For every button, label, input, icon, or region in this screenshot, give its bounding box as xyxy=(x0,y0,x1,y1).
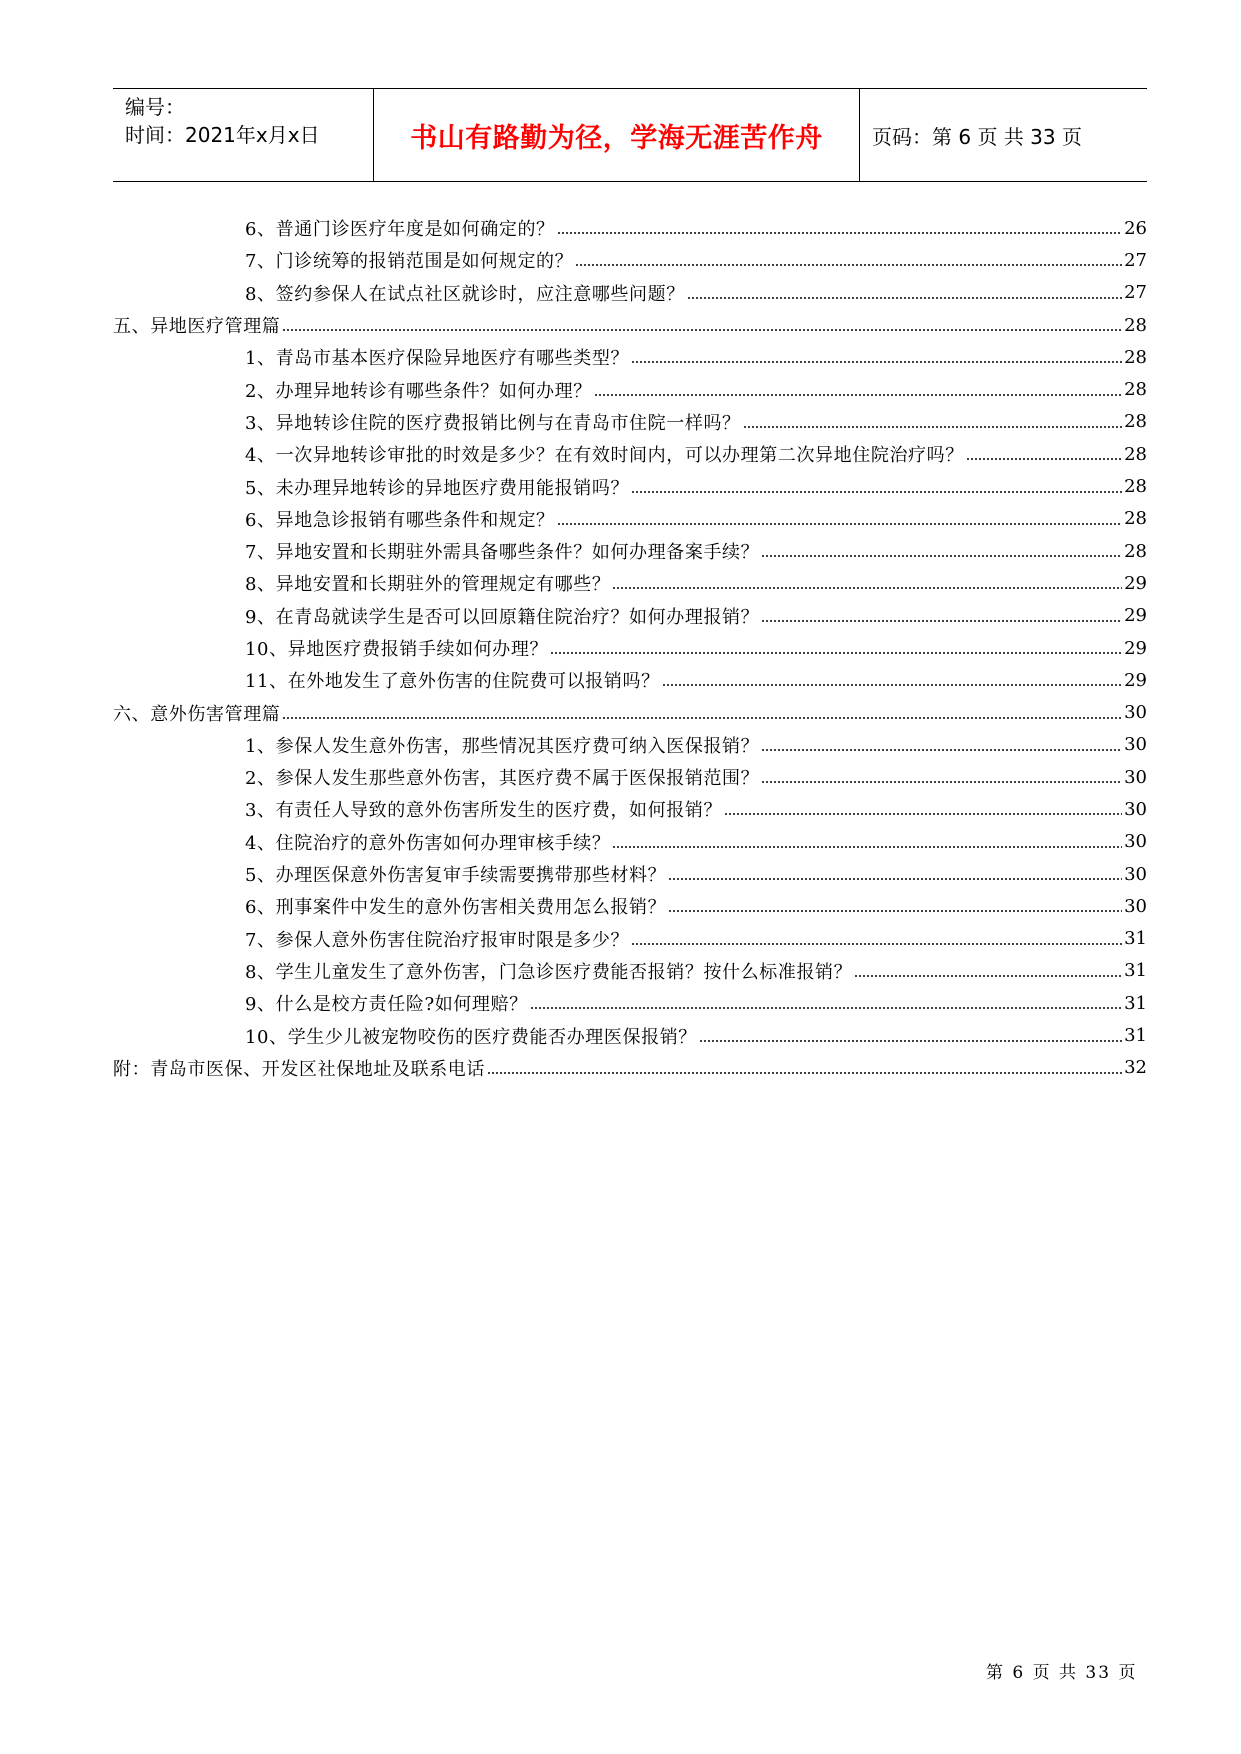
toc-dot-leader xyxy=(550,652,1122,654)
toc-entry-page: 27 xyxy=(1124,282,1147,304)
toc-entry[interactable] xyxy=(113,212,1147,244)
toc-dot-leader xyxy=(575,264,1122,266)
toc-entry-title: 六、意外伤害管理篇 xyxy=(113,703,281,725)
toc-entry-title: 6、异地急诊报销有哪些条件和规定？ xyxy=(245,509,555,531)
toc-section-entry[interactable] xyxy=(113,309,1147,341)
page-footer: 第 6 页 共 33 页 xyxy=(986,1663,1138,1683)
toc-entry-page: 30 xyxy=(1124,702,1147,724)
toc-entry-title: 5、未办理异地转诊的异地医疗费用能报销吗？ xyxy=(245,477,630,499)
page-header xyxy=(113,88,1147,182)
toc-entry[interactable] xyxy=(113,244,1147,276)
toc-dot-leader xyxy=(668,878,1122,880)
toc-entry[interactable] xyxy=(113,858,1147,890)
toc-entry-title: 3、有责任人导致的意外伤害所发生的医疗费，如何报销？ xyxy=(245,800,723,822)
toc-entry-title: 4、一次异地转诊审批的时效是多少？在有效时间内，可以办理第二次异地住院治疗吗？ xyxy=(245,445,964,467)
toc-entry-title: 4、住院治疗的意外伤害如何办理审核手续？ xyxy=(245,832,611,854)
toc-entry[interactable] xyxy=(113,664,1147,696)
toc-entry[interactable] xyxy=(113,406,1147,438)
toc-entry[interactable] xyxy=(113,923,1147,955)
toc-entry[interactable] xyxy=(113,987,1147,1019)
toc-dot-leader xyxy=(282,717,1122,719)
toc-entry-title: 2、参保人发生那些意外伤害，其医疗费不属于医保报销范围？ xyxy=(245,768,760,790)
toc-entry-page: 28 xyxy=(1124,508,1147,530)
toc-entry-title: 9、在青岛就读学生是否可以回原籍住院治疗？如何办理报销？ xyxy=(245,606,760,628)
toc-entry-title: 9、什么是校方责任险?如何理赔？ xyxy=(245,994,528,1016)
toc-dot-leader xyxy=(854,975,1122,977)
toc-entry[interactable] xyxy=(113,890,1147,922)
toc-entry-page: 28 xyxy=(1124,476,1147,498)
document-time: 时间：2021年x月x日 xyxy=(125,123,320,147)
toc-entry-page: 29 xyxy=(1124,637,1147,659)
toc-entry-title: 8、学生儿童发生了意外伤害，门急诊医疗费能否报销？按什么标准报销？ xyxy=(245,961,853,983)
toc-entry-page: 30 xyxy=(1124,766,1147,788)
toc-dot-leader xyxy=(557,523,1122,525)
toc-entry-title: 7、参保人意外伤害住院治疗报审时限是多少？ xyxy=(245,929,630,951)
toc-entry-title: 7、异地安置和长期驻外需具备哪些条件？如何办理备案手续？ xyxy=(245,542,760,564)
header-motto: 书山有路勤为径，学海无涯苦作舟 xyxy=(374,89,860,181)
toc-dot-leader xyxy=(687,297,1122,299)
toc-dot-leader xyxy=(631,943,1122,945)
toc-entry-title: 附：青岛市医保、开发区社保地址及联系电话 xyxy=(113,1058,485,1080)
toc-entry[interactable] xyxy=(113,729,1147,761)
toc-entry-page: 31 xyxy=(1124,928,1147,950)
toc-entry-title: 10、异地医疗费报销手续如何办理？ xyxy=(245,639,549,660)
toc-entry-title: 6、普通门诊医疗年度是如何确定的？ xyxy=(245,219,555,241)
toc-entry-page: 32 xyxy=(1124,1057,1147,1079)
toc-dot-leader xyxy=(662,684,1122,686)
toc-entry-page: 28 xyxy=(1124,540,1147,562)
toc-dot-leader xyxy=(631,361,1122,363)
toc-dot-leader xyxy=(761,620,1122,622)
toc-entry-page: 29 xyxy=(1124,605,1147,627)
toc-dot-leader xyxy=(724,813,1122,815)
toc-entry-page: 30 xyxy=(1124,798,1147,820)
table-of-contents xyxy=(113,212,1147,1084)
toc-dot-leader xyxy=(530,1007,1122,1009)
toc-dot-leader xyxy=(668,910,1122,912)
toc-entry-page: 30 xyxy=(1124,831,1147,853)
toc-entry-page: 30 xyxy=(1124,895,1147,917)
toc-entry-title: 8、签约参保人在试点社区就诊时，应注意哪些问题？ xyxy=(245,283,685,305)
toc-entry[interactable] xyxy=(113,761,1147,793)
toc-entry-title: 1、参保人发生意外伤害，那些情况其医疗费可纳入医保报销？ xyxy=(245,735,760,757)
toc-entry-page: 26 xyxy=(1124,217,1147,239)
toc-entry[interactable] xyxy=(113,955,1147,987)
toc-entry-page: 31 xyxy=(1124,1025,1147,1047)
toc-dot-leader xyxy=(743,426,1122,428)
toc-entry-title: 3、异地转诊住院的医疗费报销比例与在青岛市住院一样吗？ xyxy=(245,412,741,434)
toc-entry-title: 10、学生少儿被宠物咬伤的医疗费能否办理医保报销？ xyxy=(245,1026,697,1048)
toc-entry[interactable] xyxy=(113,535,1147,567)
toc-entry-page: 28 xyxy=(1124,346,1147,368)
toc-entry-title: 6、刑事案件中发生的意外伤害相关费用怎么报销？ xyxy=(245,897,667,919)
toc-dot-leader xyxy=(761,749,1122,751)
toc-dot-leader xyxy=(594,394,1122,396)
toc-entry-page: 28 xyxy=(1124,443,1147,465)
toc-entry[interactable] xyxy=(113,438,1147,470)
toc-entry-page: 31 xyxy=(1124,960,1147,982)
toc-entry-page: 30 xyxy=(1124,734,1147,756)
toc-entry[interactable] xyxy=(113,793,1147,825)
toc-entry-title: 五、异地医疗管理篇 xyxy=(113,316,281,338)
header-page-info: 页码：第 6 页 共 33 页 xyxy=(872,124,1082,149)
toc-entry-title: 2、办理异地转诊有哪些条件？如何办理？ xyxy=(245,380,592,402)
toc-entry-title: 8、异地安置和长期驻外的管理规定有哪些？ xyxy=(245,574,611,596)
toc-entry[interactable] xyxy=(113,632,1147,664)
toc-entry-page: 29 xyxy=(1124,572,1147,594)
document-number-label: 编号： xyxy=(125,95,185,119)
header-meta xyxy=(113,89,374,181)
toc-dot-leader xyxy=(761,781,1122,783)
toc-entry-page: 30 xyxy=(1124,863,1147,885)
toc-entry-page: 31 xyxy=(1124,992,1147,1014)
toc-section-entry[interactable] xyxy=(113,1052,1147,1084)
toc-dot-leader xyxy=(699,1040,1122,1042)
toc-dot-leader xyxy=(487,1072,1122,1074)
toc-entry-page: 28 xyxy=(1124,314,1147,336)
toc-entry[interactable] xyxy=(113,277,1147,309)
toc-entry-title: 5、办理医保意外伤害复审手续需要携带那些材料？ xyxy=(245,865,667,887)
toc-dot-leader xyxy=(282,329,1122,331)
toc-dot-leader xyxy=(966,458,1122,460)
toc-entry-page: 27 xyxy=(1124,249,1147,271)
toc-entry-page: 29 xyxy=(1124,669,1147,691)
toc-entry-page: 28 xyxy=(1124,411,1147,433)
toc-entry-page: 28 xyxy=(1124,379,1147,401)
toc-entry[interactable] xyxy=(113,503,1147,535)
toc-entry[interactable] xyxy=(113,826,1147,858)
toc-entry[interactable] xyxy=(113,600,1147,632)
toc-entry[interactable] xyxy=(113,341,1147,373)
toc-entry[interactable] xyxy=(113,373,1147,405)
toc-dot-leader xyxy=(761,555,1122,557)
toc-entry-title: 7、门诊统筹的报销范围是如何规定的？ xyxy=(245,251,574,273)
toc-entry[interactable] xyxy=(113,567,1147,599)
toc-dot-leader xyxy=(631,491,1122,493)
toc-section-entry[interactable] xyxy=(113,696,1147,728)
toc-entry-title: 1、青岛市基本医疗保险异地医疗有哪些类型？ xyxy=(245,348,630,370)
toc-dot-leader xyxy=(612,846,1122,848)
toc-dot-leader xyxy=(612,587,1122,589)
toc-entry-title: 11、在外地发生了意外伤害的住院费可以报销吗？ xyxy=(245,671,660,693)
toc-entry[interactable] xyxy=(113,1019,1147,1051)
toc-dot-leader xyxy=(557,232,1122,234)
toc-entry[interactable] xyxy=(113,470,1147,502)
